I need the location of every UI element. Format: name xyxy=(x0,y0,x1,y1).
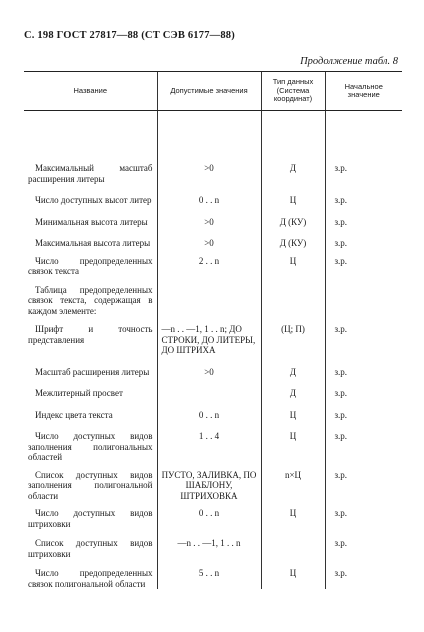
table-row xyxy=(24,277,402,317)
table-row xyxy=(24,529,402,559)
cell-name xyxy=(24,377,157,399)
cell-values: 0 . . n xyxy=(157,501,261,529)
cell-initial: з.р. xyxy=(325,227,402,249)
cell-name-text: Шрифт и точность представления xyxy=(28,324,153,345)
cell-name xyxy=(24,277,157,317)
column-header-type: Тип данных (Система координат) xyxy=(261,72,325,111)
cell-type: Ц xyxy=(261,559,325,589)
cell-name xyxy=(24,463,157,502)
cell-initial: з.р. xyxy=(325,377,402,399)
cell-name-text: Максимальный масштаб расширения литеры xyxy=(28,163,153,184)
cell-name xyxy=(24,420,157,463)
table-row xyxy=(24,463,402,502)
table-row xyxy=(24,356,402,378)
cell-name-text: Таблица предопределенных связок текста, содержащая в каждом элементе: xyxy=(28,284,153,316)
cell-type xyxy=(261,277,325,317)
cell-values: —n . . —1, 1 . . n xyxy=(157,529,261,559)
cell-name xyxy=(24,529,157,559)
cell-name-text: Число доступных высот литер xyxy=(35,195,152,205)
cell-type: Д xyxy=(261,111,325,185)
table-row xyxy=(24,227,402,249)
table-row xyxy=(24,559,402,589)
cell-name xyxy=(24,316,157,356)
cell-initial: з.р. xyxy=(325,249,402,277)
cell-type: n×Ц xyxy=(261,463,325,502)
cell-values: ПУСТО, ЗАЛИВКА, ПО ШАБЛОНУ, ШТРИХОВКА xyxy=(157,463,261,502)
table-header-row xyxy=(24,72,402,111)
table-row xyxy=(24,206,402,228)
data-table xyxy=(24,71,402,589)
table-row xyxy=(24,316,402,356)
cell-name xyxy=(24,399,157,421)
cell-type: Ц xyxy=(261,184,325,206)
cell-type: Д (КУ) xyxy=(261,227,325,249)
cell-values: >0 xyxy=(157,356,261,378)
cell-type: Ц xyxy=(261,420,325,463)
cell-type: (Ц; П) xyxy=(261,316,325,356)
cell-name xyxy=(24,249,157,277)
cell-name-text: Индекс цвета текста xyxy=(35,409,113,420)
column-header-name: Название xyxy=(24,72,157,111)
cell-initial xyxy=(325,277,402,317)
cell-initial: з.р. xyxy=(325,356,402,378)
cell-name-text: Максимальная высота литеры xyxy=(35,238,151,248)
cell-values xyxy=(157,377,261,399)
cell-values: 1 . . 4 xyxy=(157,420,261,463)
cell-name-text: Список доступных видов заполнения полигональной области xyxy=(28,469,153,501)
cell-name xyxy=(24,356,157,378)
cell-name-text: Число доступных видов штриховки xyxy=(28,508,153,529)
table-row xyxy=(24,377,402,399)
cell-initial: з.р. xyxy=(325,111,402,185)
table-caption: Продолжение табл. 8 xyxy=(300,56,398,67)
cell-name-text: Минимальная высота литеры xyxy=(35,216,148,227)
cell-initial: з.р. xyxy=(325,501,402,529)
cell-type: Д xyxy=(261,377,325,399)
table-row xyxy=(24,420,402,463)
table-row xyxy=(24,249,402,277)
cell-initial: з.р. xyxy=(325,559,402,589)
cell-name xyxy=(24,501,157,529)
cell-type: Д (КУ) xyxy=(261,206,325,228)
cell-name-text: Межлитерный просвет xyxy=(35,388,123,398)
cell-values: —n . . —1, 1 . . n; ДО СТРОКИ, ДО ЛИТЕРЫ, ДО ШТРИХА xyxy=(157,316,261,356)
cell-name xyxy=(24,227,157,249)
cell-values: 0 . . n xyxy=(157,399,261,421)
cell-initial: з.р. xyxy=(325,316,402,356)
table-container xyxy=(24,71,402,589)
cell-name xyxy=(24,184,157,206)
cell-name-text: Число предопределенных связок полигональной области xyxy=(28,568,153,589)
column-header-values: Допустимые значения xyxy=(157,72,261,111)
cell-values: 2 . . n xyxy=(157,249,261,277)
cell-initial: з.р. xyxy=(325,463,402,502)
cell-name-text: Число доступных видов заполнения полигональных областей xyxy=(28,431,153,462)
cell-values: >0 xyxy=(157,206,261,228)
cell-values: >0 xyxy=(157,111,261,185)
table-row xyxy=(24,399,402,421)
cell-values xyxy=(157,277,261,317)
cell-name xyxy=(24,111,157,185)
cell-type: Ц xyxy=(261,501,325,529)
cell-initial: з.р. xyxy=(325,529,402,559)
table-row xyxy=(24,184,402,206)
cell-initial: з.р. xyxy=(325,206,402,228)
cell-initial: з.р. xyxy=(325,399,402,421)
cell-type: Д xyxy=(261,356,325,378)
cell-initial: з.р. xyxy=(325,184,402,206)
table-body xyxy=(24,111,402,590)
cell-type: Ц xyxy=(261,249,325,277)
cell-values: 5 . . n xyxy=(157,559,261,589)
cell-name-text: Список доступных видов штриховки xyxy=(28,538,153,559)
cell-name xyxy=(24,206,157,228)
cell-initial: з.р. xyxy=(325,420,402,463)
table-row xyxy=(24,111,402,185)
cell-values: >0 xyxy=(157,227,261,249)
cell-name xyxy=(24,559,157,589)
cell-type xyxy=(261,529,325,559)
cell-name-text: Масштаб расширения литеры xyxy=(35,366,150,377)
cell-type: Ц xyxy=(261,399,325,421)
page-header: С. 198 ГОСТ 27817—88 (СТ СЭВ 6177—88) xyxy=(24,30,235,41)
column-header-initial: Начальное значение xyxy=(325,72,402,111)
cell-name-text: Число предопределенных связок текста xyxy=(28,255,153,276)
table-row xyxy=(24,501,402,529)
cell-values: 0 . . n xyxy=(157,184,261,206)
